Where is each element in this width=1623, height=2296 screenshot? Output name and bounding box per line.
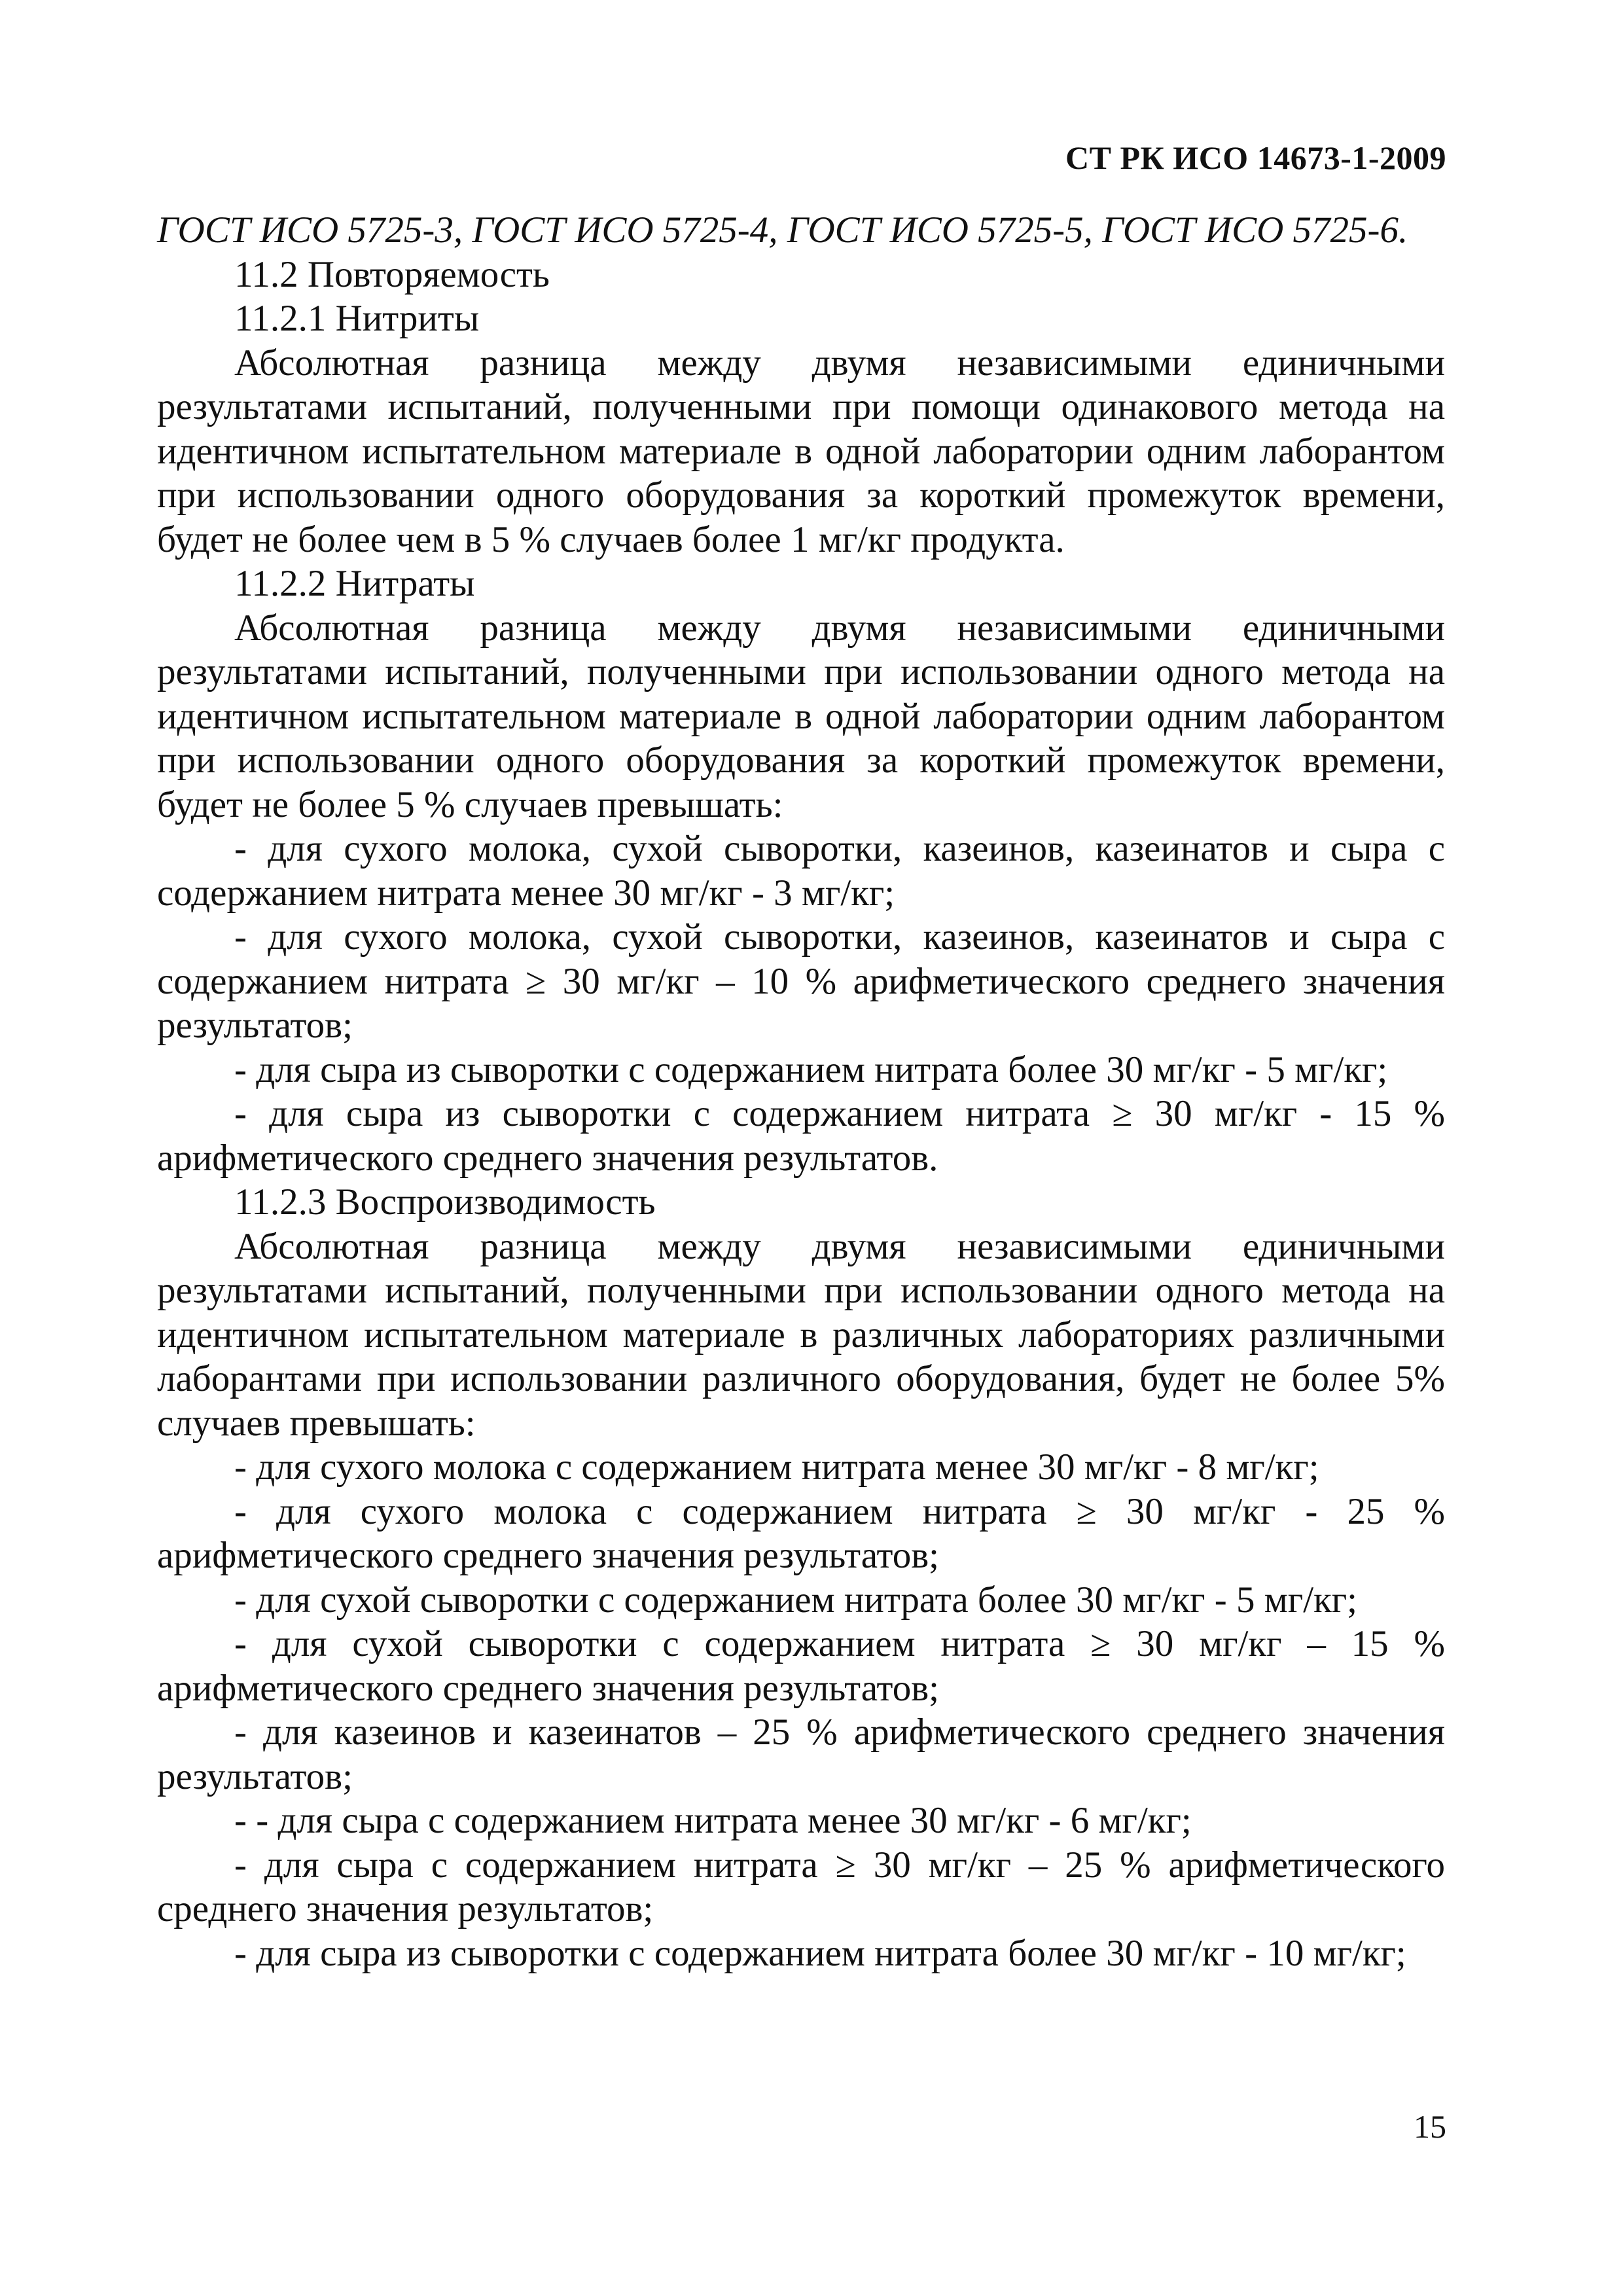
page-number: 15 (1414, 2108, 1446, 2145)
body-text (157, 208, 1445, 1975)
subsection-heading-nitrites: 11.2.1 Нитриты (234, 298, 480, 339)
list-item: - для казеинов и казеинатов – 25 % арифметического среднего значения результатов; (157, 1712, 1445, 1797)
list-item: - для сухой сыворотки с содержанием нитрата более 30 мг/кг - 5 мг/кг; (234, 1579, 1357, 1621)
document-code-header: СТ РК ИСО 14673-1-2009 (1065, 139, 1446, 176)
list-item: - для сухого молока с содержанием нитрата ≥ 30 мг/кг - 25 % арифметического среднего значения результатов; (157, 1490, 1445, 1576)
list-item: - для сыра из сыворотки с содержанием нитрата ≥ 30 мг/кг - 15 % арифметического среднего значения результатов. (157, 1093, 1445, 1179)
paragraph-reproducibility: Абсолютная разница между двумя независимыми единичными результатами испытаний, полученными при использовании одного метода на идентичном испытательном материале в различных лабораториях различными лаборантами при использовании различного оборудования, будет не более 5% случаев превышать: (157, 1225, 1445, 1444)
list-item: - для сухого молока с содержанием нитрата менее 30 мг/кг - 8 мг/кг; (234, 1446, 1319, 1488)
list-item: - для сыра с содержанием нитрата ≥ 30 мг/кг – 25 % арифметического среднего значения результатов; (157, 1844, 1445, 1929)
list-item: - для сыра из сыворотки с содержанием нитрата более 30 мг/кг - 5 мг/кг; (234, 1049, 1388, 1090)
subsection-heading-reproducibility: 11.2.3 Воспроизводимость (234, 1181, 656, 1223)
paragraph-nitrates: Абсолютная разница между двумя независимыми единичными результатами испытаний, полученными при использовании одного метода на идентичном испытательном материале в одной лаборатории одним лаборантом при использовании одного оборудования за короткий промежуток времени, будет не более 5 % случаев превышать: (157, 607, 1445, 825)
subsection-heading-nitrates: 11.2.2 Нитраты (234, 563, 475, 604)
list-item: - для сыра из сыворотки с содержанием нитрата более 30 мг/кг - 10 мг/кг; (234, 1932, 1406, 1974)
list-item: - - для сыра с содержанием нитрата менее 30 мг/кг - 6 мг/кг; (234, 1800, 1192, 1841)
list-item: - для сухого молока, сухой сыворотки, казеинов, казеинатов и сыра с содержанием нитрата ≥ 30 мг/кг – 10 % арифметического среднего значения результатов; (157, 916, 1445, 1046)
list-item: - для сухой сыворотки с содержанием нитрата ≥ 30 мг/кг – 15 % арифметического среднего значения результатов; (157, 1623, 1445, 1709)
section-heading-repeatability: 11.2 Повторяемость (234, 253, 550, 295)
list-item: - для сухого молока, сухой сыворотки, казеинов, казеинатов и сыра с содержанием нитрата менее 30 мг/кг - 3 мг/кг; (157, 828, 1445, 914)
gost-references: ГОСТ ИСО 5725-3, ГОСТ ИСО 5725-4, ГОСТ ИСО 5725-5, ГОСТ ИСО 5725-6. (157, 209, 1408, 251)
paragraph-nitrites: Абсолютная разница между двумя независимыми единичными результатами испытаний, полученными при помощи одинакового метода на идентичном испытательном материале в одной лаборатории одним лаборантом при использовании одного оборудования за короткий промежуток времени, будет не более чем в 5 % случаев более 1 мг/кг продукта. (157, 342, 1445, 560)
